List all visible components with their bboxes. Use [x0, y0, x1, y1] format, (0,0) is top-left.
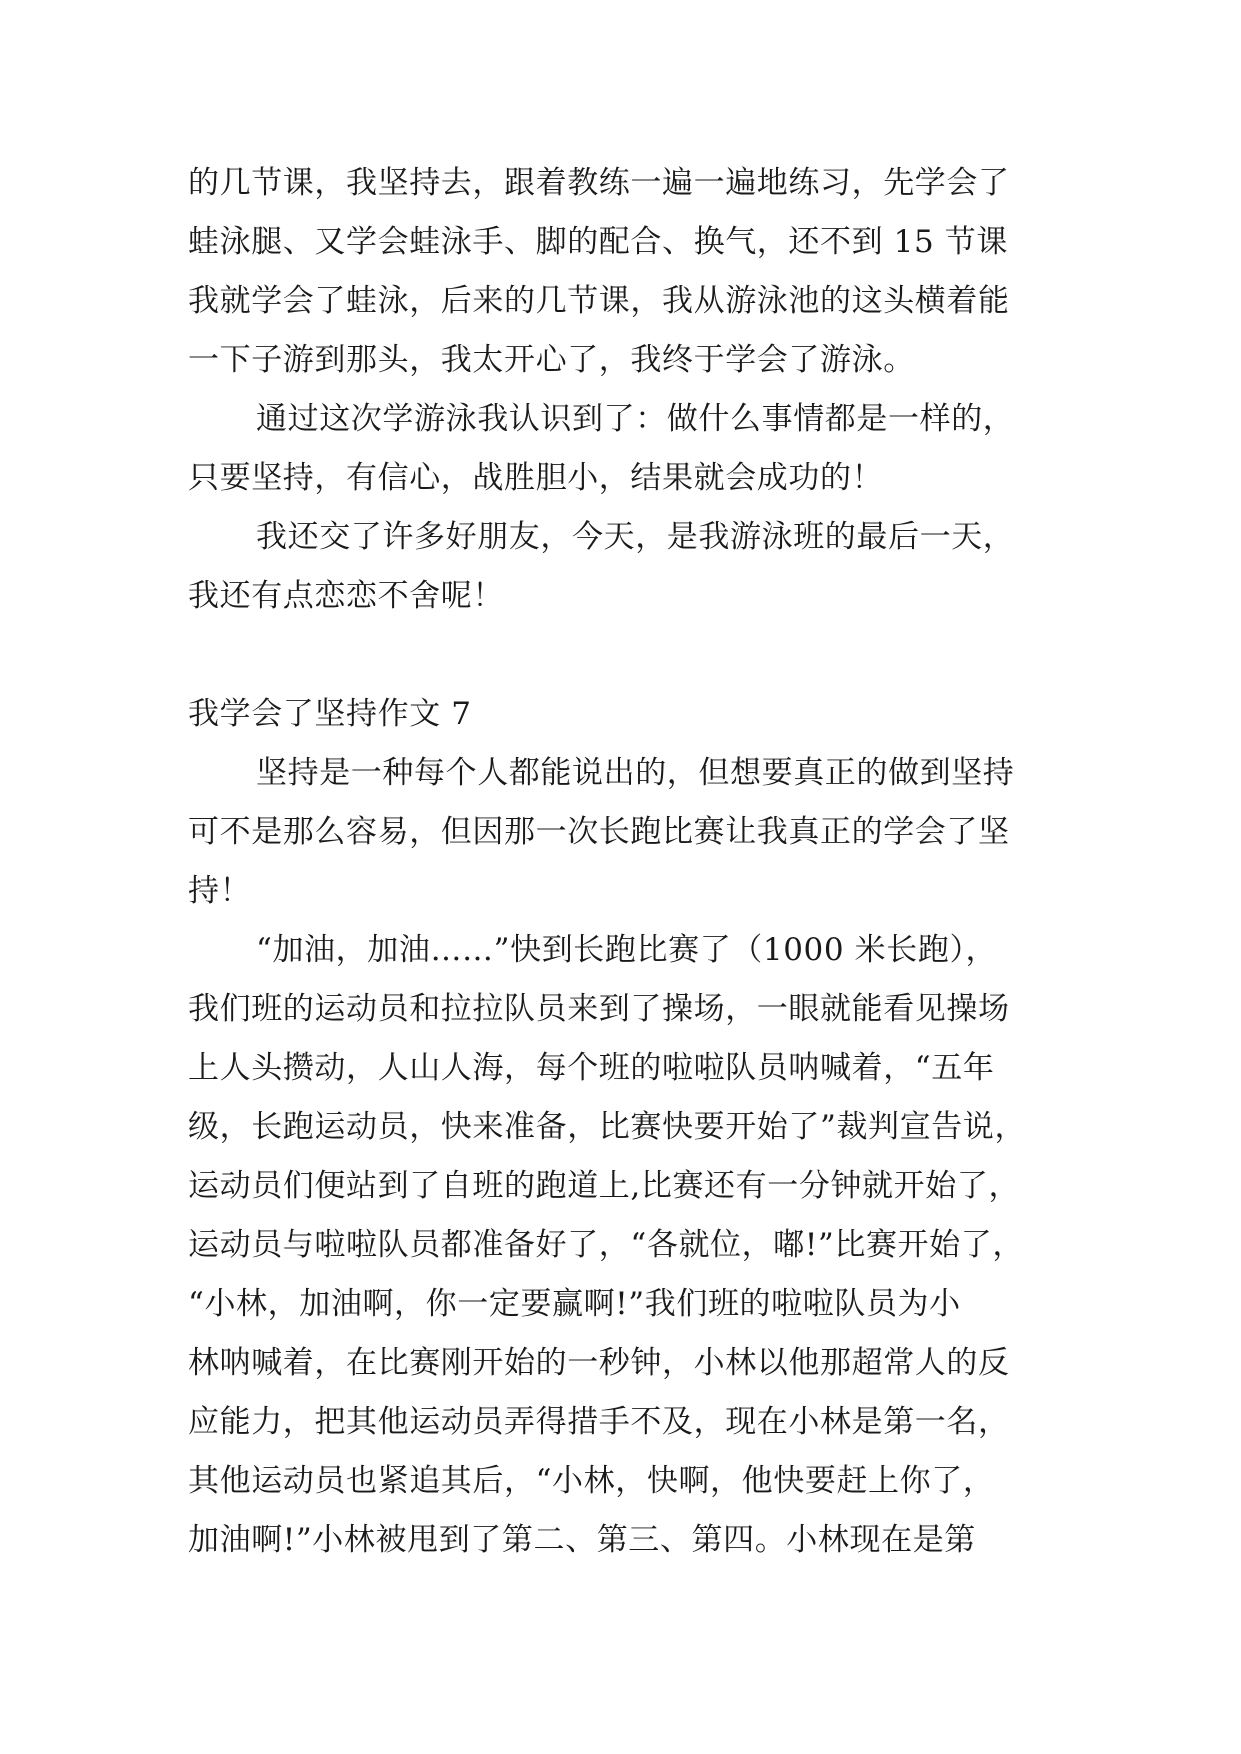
text-line: 运动员们便站到了自班的跑道上,比赛还有一分钟就开始了， [188, 1168, 1021, 1204]
text-line: “加油，加油……”快到长跑比赛了（1000 米长跑）， [256, 932, 998, 968]
text-line: 我还交了许多好朋友，今天，是我游泳班的最后一天， [256, 519, 1015, 555]
paragraph-essay7-intro [188, 744, 1058, 921]
text-line: 的几节课，我坚持去，跟着教练一遍一遍地练习，先学会了 [188, 165, 1010, 201]
text-line: 林呐喊着，在比赛刚开始的一秒钟，小林以他那超常人的反 [188, 1345, 1010, 1381]
text-line: 蛙泳腿、又学会蛙泳手、脚的配合、换气，还不到 15 节课 [188, 224, 1008, 260]
text-line: 级，长跑运动员，快来准备，比赛快要开始了”裁判宣告说， [188, 1109, 1027, 1145]
paragraph-lesson-learned [188, 390, 1058, 508]
text-line: 持！ [188, 873, 252, 909]
paragraph-swimming-practice [188, 154, 1058, 390]
text-line: 一下子游到那头，我太开心了，我终于学会了游泳。 [188, 342, 915, 378]
text-line: 上人头攒动，人山人海，每个班的啦啦队员呐喊着，“五年 [188, 1050, 995, 1086]
text-line: 通过这次学游泳我认识到了：做什么事情都是一样的， [256, 401, 1015, 437]
text-line: 我们班的运动员和拉拉队员来到了操场，一眼就能看见操场 [188, 991, 1010, 1027]
paragraph-essay7-race [188, 921, 1058, 1570]
text-line: “小林，加油啊，你一定要赢啊!”我们班的啦啦队员为小 [188, 1286, 961, 1322]
paragraph-last-day [188, 508, 1058, 626]
section-gap [188, 626, 1058, 685]
text-line: 我还有点恋恋不舍呢！ [188, 578, 504, 614]
text-line: 运动员与啦啦队员都准备好了，“各就位，嘟!”比赛开始了， [188, 1227, 1024, 1263]
text-line: 坚持是一种每个人都能说出的，但想要真正的做到坚持 [256, 755, 1015, 791]
text-line: 我就学会了蛙泳，后来的几节课，我从游泳池的这头横着能 [188, 283, 1010, 319]
document-body [188, 154, 1058, 1570]
text-line: 应能力，把其他运动员弄得措手不及，现在小林是第一名， [188, 1404, 1010, 1440]
essay-title: 我学会了坚持作文 7 [188, 696, 472, 732]
text-line: 只要坚持，有信心，战胜胆小，结果就会成功的！ [188, 460, 884, 496]
text-line: 其他运动员也紧追其后，“小林，快啊，他快要赶上你了， [188, 1463, 995, 1499]
text-line: 加油啊!”小林被甩到了第二、第三、第四。小林现在是第 [188, 1522, 976, 1558]
text-line: 可不是那么容易，但因那一次长跑比赛让我真正的学会了坚 [188, 814, 1010, 850]
